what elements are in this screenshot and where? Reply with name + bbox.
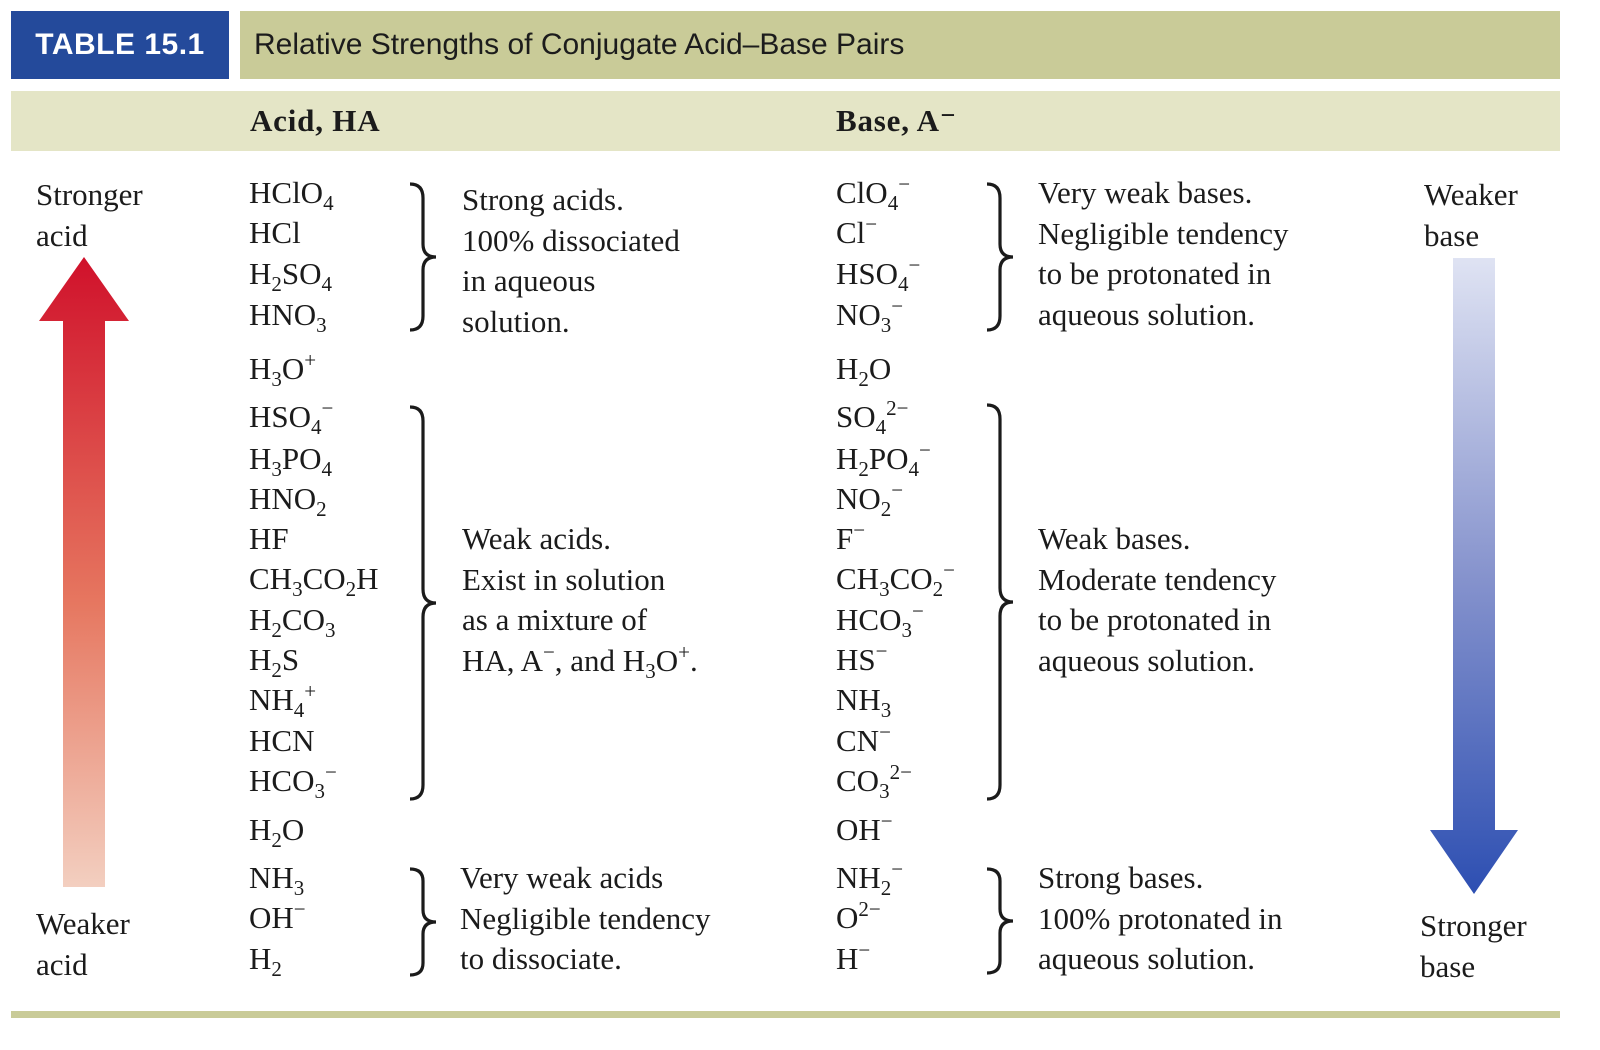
weak-bases-brace: [983, 403, 1019, 801]
acid-row: HCl: [249, 215, 301, 250]
acid-row: $H_2$: [249, 941, 282, 981]
acid-row: $NH_4^+$: [249, 679, 317, 722]
strong-bases-brace: [983, 867, 1019, 975]
acid-row: $H_2O$: [249, 812, 305, 852]
strong-acids-brace: [406, 182, 442, 332]
acid-strength-arrow: [36, 255, 132, 891]
acid-row: $H_3PO_4$: [249, 441, 333, 481]
base-row: $SO_4^{2-}$: [836, 396, 909, 439]
stronger-acid-label: Stronger acid: [36, 177, 143, 253]
base-row: $H_2O$: [836, 351, 892, 391]
stronger-base-label: Stronger base: [1420, 908, 1527, 984]
weaker-acid-label: Weaker acid: [36, 906, 130, 982]
base-column-header: Base, A⁻: [836, 103, 957, 138]
base-row: $NO_3^-$: [836, 294, 904, 337]
bottom-rule: [11, 1011, 1560, 1018]
base-row: ClO$_4$−: [836, 172, 911, 215]
very-weak-acids-description: Very weak acids Negligible tendency to dissociate.: [460, 860, 711, 976]
acid-row: $NH_3$: [249, 860, 305, 900]
acid-row: HClO$_4$: [249, 175, 334, 215]
base-row: $NH_3$: [836, 682, 892, 722]
acid-row: HCN: [249, 723, 315, 758]
base-row: $CH_3CO_2^-$: [836, 558, 955, 601]
acid-row: $HCO_3^-$: [249, 760, 337, 803]
weak-acids-description: Weak acids. Exist in solution as a mixture of HA, A−, and $H_3O^+$.: [462, 521, 698, 683]
acid-row: $H_2S$: [249, 642, 300, 682]
base-row: HS−: [836, 639, 888, 677]
acid-row: $H_2SO_4$: [249, 256, 333, 296]
table-number-badge: TABLE 15.1: [11, 11, 229, 79]
acid-column-header: Acid, HA: [250, 103, 381, 138]
weaker-base-label: Weaker base: [1424, 177, 1518, 253]
table-title: Relative Strengths of Conjugate Acid–Base Pairs: [254, 28, 905, 61]
base-row: CN−: [836, 720, 891, 758]
very-weak-bases-brace: [983, 182, 1019, 332]
acid-row: $HNO_3$: [249, 297, 327, 337]
acid-row: OH−: [249, 897, 306, 935]
column-header-band: [11, 91, 1560, 151]
strong-bases-description: Strong bases. 100% protonated in aqueous solution.: [1038, 860, 1283, 976]
base-row: $NO_2^-$: [836, 478, 904, 521]
acid-row: $H_2CO_3$: [249, 602, 336, 642]
base-row: $HCO_3^-$: [836, 599, 924, 642]
very-weak-acids-brace: [406, 867, 442, 977]
base-row: $H_2PO_4^-$: [836, 438, 931, 481]
base-row: F−: [836, 518, 866, 556]
base-row: H−: [836, 938, 871, 976]
acid-row: $CH_3CO_2H$: [249, 561, 379, 601]
strong-acids-description: Strong acids. 100% dissociated in aqueous solution.: [462, 182, 680, 339]
acid-row: $H_3O^+$: [249, 348, 317, 391]
very-weak-bases-description: Very weak bases. Negligible tendency to be protonated in aqueous solution.: [1038, 175, 1289, 332]
base-row: OH−: [836, 809, 893, 847]
acid-row: $HNO_2$: [249, 481, 327, 521]
base-row: $NH_2^-$: [836, 857, 904, 900]
base-row: Cl−: [836, 212, 878, 250]
acid-row: $HSO_4^-$: [249, 396, 334, 439]
weak-bases-description: Weak bases. Moderate tendency to be protonated in aqueous solution.: [1038, 521, 1277, 678]
base-strength-arrow: [1426, 256, 1522, 896]
acid-row: HF: [249, 521, 289, 556]
base-row: $CO_3^{2-}$: [836, 760, 912, 803]
base-row: $O^{2-}$: [836, 897, 881, 935]
base-row: $HSO_4^-$: [836, 253, 921, 296]
weak-acids-brace: [406, 405, 442, 801]
